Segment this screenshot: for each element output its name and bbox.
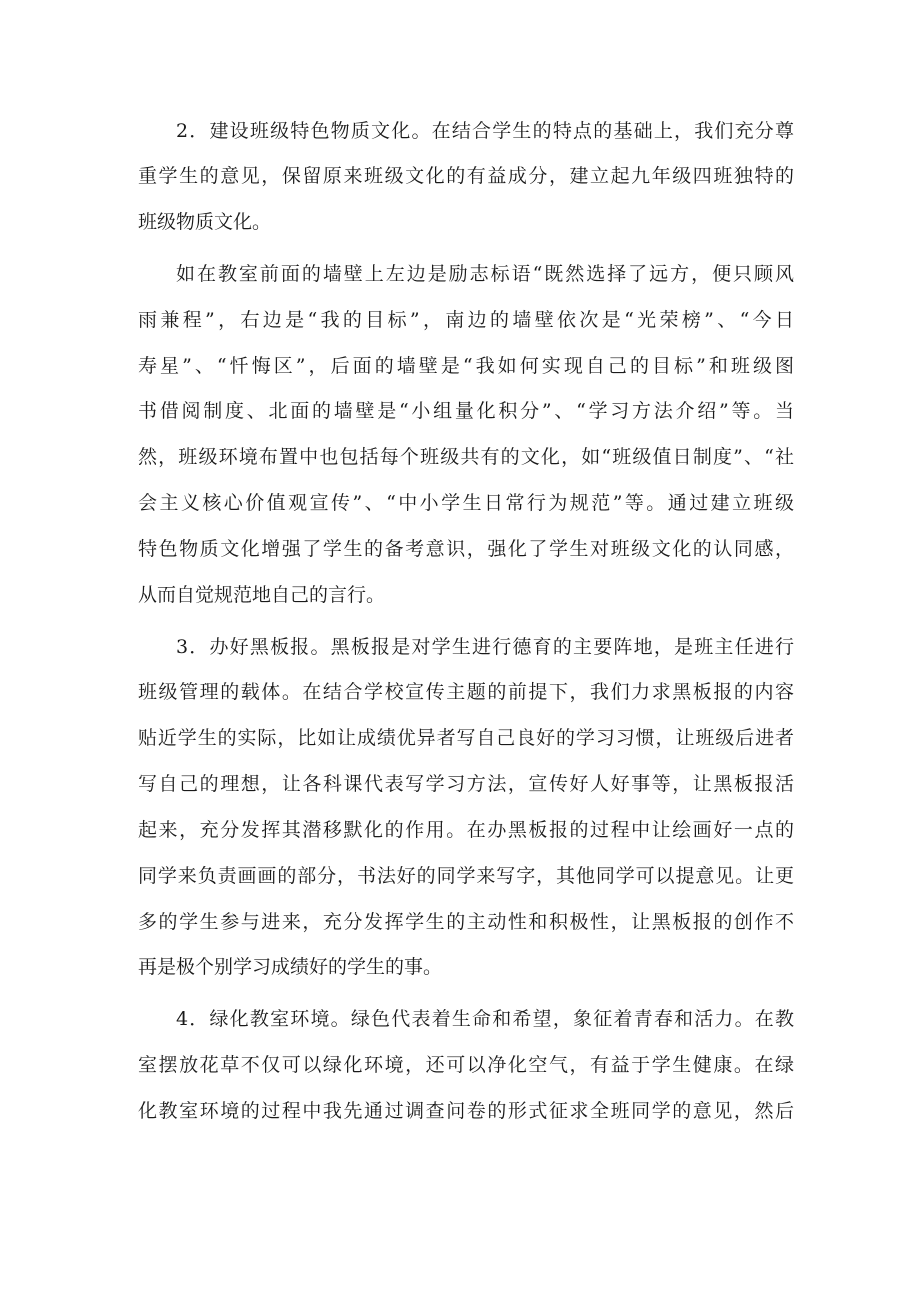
paragraph-4-line-1: 4．绿化教室环境。绿色代表着生命和希望，象征着青春和活力。在教	[176, 1008, 794, 1030]
paragraph-4-line-3: 化教室环境的过程中我先通过调查问卷的形式征求全班同学的意见，然后	[138, 1100, 794, 1122]
paragraph-4-line-2: 室摆放花草不仅可以绿化环境，还可以净化空气，有益于学生健康。在绿	[138, 1054, 794, 1076]
paragraph-3-line-8: 再是极个别学习成绩好的学生的事。	[138, 956, 443, 978]
paragraph-3-line-3: 贴近学生的实际，比如让成绩优异者写自己良好的学习习惯，让班级后进者	[138, 727, 794, 749]
paragraph-3-line-5: 起来，充分发挥其潜移默化的作用。在办黑板报的过程中让绘画好一点的	[138, 819, 794, 841]
paragraph-3-line-6: 同学来负责画画的部分，书法好的同学来写字，其他同学可以提意见。让更	[138, 865, 794, 887]
paragraph-3-line-2: 班级管理的载体。在结合学校宣传主题的前提下，我们力求黑板报的内容	[138, 681, 794, 703]
paragraph-2-line-1: 2．建设班级特色物质文化。在结合学生的特点的基础上，我们充分尊	[176, 120, 794, 142]
paragraph-2-line-3: 班级物质文化。	[138, 211, 272, 233]
paragraph-3-line-4: 写自己的理想，让各科课代表写学习方法，宣传好人好事等，让黑板报活	[138, 773, 794, 795]
paragraph-example-line-7: 特色物质文化增强了学生的备考意识，强化了学生对班级文化的认同感，	[138, 538, 794, 560]
paragraph-example-line-1: 如在教室前面的墙壁上左边是励志标语“既然选择了远方，便只顾风	[176, 263, 794, 285]
paragraph-example-line-2: 雨兼程”，右边是“我的目标”，南边的墙壁依次是“光荣榜”、“今日	[138, 309, 794, 331]
paragraph-example-line-3: 寿星”、“忏悔区”，后面的墙壁是“我如何实现自己的目标”和班级图	[138, 355, 794, 377]
paragraph-example-line-6: 会主义核心价值观宣传”、“中小学生日常行为规范”等。通过建立班级	[138, 492, 794, 514]
paragraph-2-line-2: 重学生的意见，保留原来班级文化的有益成分，建立起九年级四班独特的	[138, 165, 794, 187]
paragraph-example-line-4: 书借阅制度、北面的墙壁是“小组量化积分”、“学习方法介绍”等。当	[138, 400, 794, 422]
paragraph-3-line-1: 3．办好黑板报。黑板报是对学生进行德育的主要阵地，是班主任进行	[176, 636, 794, 658]
paragraph-3-line-7: 多的学生参与进来，充分发挥学生的主动性和积极性，让黑板报的创作不	[138, 911, 794, 933]
paragraph-example-line-5: 然，班级环境布置中也包括每个班级共有的文化，如“班级值日制度”、“社	[138, 446, 794, 468]
paragraph-example-line-8: 从而自觉规范地自己的言行。	[138, 584, 386, 606]
